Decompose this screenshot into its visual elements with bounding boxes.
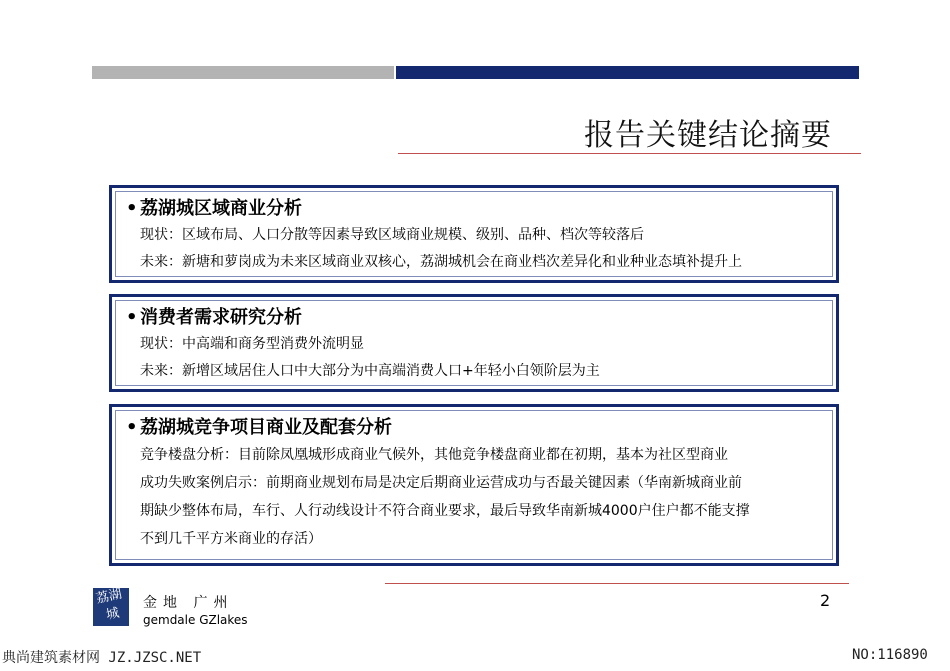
brand-name-cn: 金地 广州: [143, 595, 234, 611]
footer-divider: [385, 583, 849, 584]
section-heading: • 荔湖城竞争项目商业及配套分析: [126, 415, 822, 441]
section-box-consumer-demand: [109, 294, 839, 392]
section-line: 未来：新增区域居住人口中大部分为中高端消费人口+年轻小白领阶层为主: [140, 363, 600, 379]
section-line: 期缺少整体布局，车行、人行动线设计不符合商业要求，最后导致华南新城4000户住户都不能支撑: [140, 503, 750, 519]
brand-name-en: gemdale GZlakes: [143, 613, 248, 627]
watermark-site: 典尚建筑素材网 JZ.JZSC.NET: [2, 650, 202, 666]
slide-title: 报告关键结论摘要: [584, 118, 832, 153]
bullet-icon: •: [126, 417, 138, 438]
section-box-competition: [109, 404, 839, 566]
section-heading: • 消费者需求研究分析: [126, 305, 822, 331]
section-line: 现状：中高端和商务型消费外流明显: [140, 336, 364, 352]
page-number: 2: [820, 591, 831, 610]
section-line: 现状：区域布局、人口分散等因素导致区域商业规模、级别、品种、档次等较落后: [140, 227, 644, 243]
section-line: 不到几千平方米商业的存活）: [140, 531, 322, 547]
section-line: 竞争楼盘分析：目前除凤凰城形成商业气候外，其他竞争楼盘商业都在初期，基本为社区型商业: [140, 447, 728, 463]
company-logo: 荔湖城: [93, 588, 129, 626]
top-bar-gray: [92, 66, 394, 79]
section-heading: • 荔湖城区域商业分析: [126, 196, 822, 222]
section-line: 成功失败案例启示：前期商业规划布局是决定后期商业运营成功与否最关键因素（华南新城商业前: [140, 475, 742, 491]
top-bar-navy: [396, 66, 859, 79]
bullet-icon: •: [126, 307, 138, 328]
watermark-id: NO:116890: [852, 647, 928, 663]
title-underline: [398, 153, 861, 154]
section-line: 未来：新塘和萝岗成为未来区域商业双核心，荔湖城机会在商业档次差异化和业种业态填补提升上: [140, 254, 742, 270]
bullet-icon: •: [126, 198, 138, 219]
section-box-regional-commerce: [109, 185, 839, 283]
